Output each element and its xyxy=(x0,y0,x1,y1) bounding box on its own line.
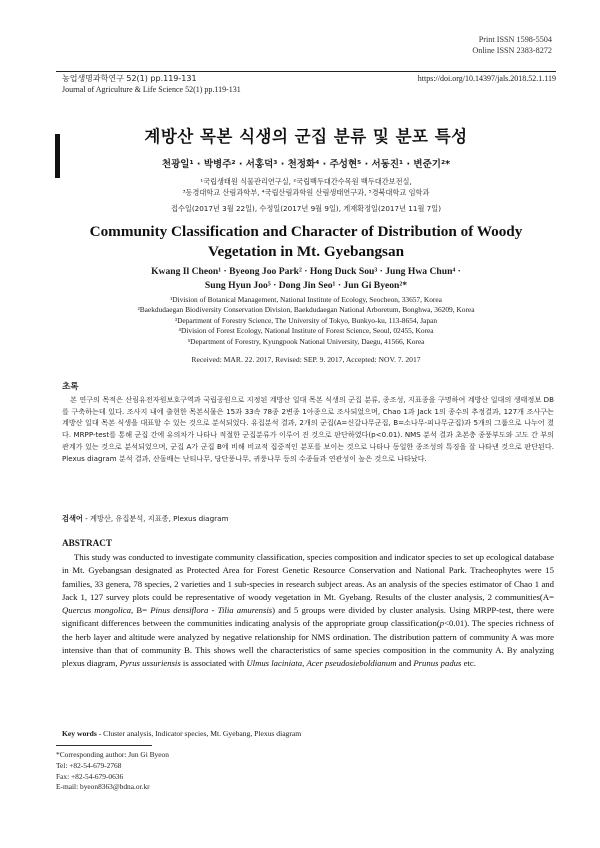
affiliations-en xyxy=(56,295,556,347)
affiliation-line: ¹국립생태원 식물관리연구실, ²국립백두대간수목원 백두대간보전실, xyxy=(200,177,412,186)
footnote xyxy=(56,750,169,793)
affiliation-line: ⁴Division of Forest Ecology, National Institute of Forest Science, Seoul, 02455, Korea xyxy=(178,326,434,336)
abstract-ko: 본 연구의 목적은 산림유전자원보호구역과 국립공원으로 지정된 계방산 일대 목본 식생의 군집 분류, 종조성, 지표종을 구명하여 계방산 일대의 생태정보 DB를 구축하는데 있다. 조사지 내에 출현한 목본식물은 15과 33속 78종 2변종 1아종으로 조사되었으며, Chao 1과 Jack 1의 종수의 추정결과, 127개 조사구는 계방산 일대 목본 식생을 대표할 수 있는 것으로 분석되었다. 유집분석 결과, 2개의 군집(A=신갈나무군집, B=소나무-피나무군집)과 5개의 그룹으로 나누어 졌다. MRPP-test를 통해 군집 간에 유의차가 나타나 적절한 군집분류가 이루어 진 것으로 판단하였다(p<0.01). NMS 분석 결과 초본층 종풍부도와 고도 간 부의 관계가 있는 것으로 분석되었으며, 군집 A가 군집 B에 비해 비교적 집중적인 분포를 보이는 것으로 나타나 동일한 종조성의 특징을 잘 나타낸 것으로 판단된다. Plexus diagram 분석 결과, 산돌배는 난티나무, 당단풍나무, 귀룽나무 등의 수종들과 연관성이 높은 것으로 나타났다. xyxy=(62,395,554,463)
title-en-line: Community Classification and Character of Distribution of Woody xyxy=(89,223,523,240)
abstract-text: , B= xyxy=(130,605,151,616)
abstract-en-heading: ABSTRACT xyxy=(62,538,113,548)
keywords-en xyxy=(62,728,554,739)
affiliation-line: ³동경대학교 산림과학부, ⁴국립산림과학원 산림생태연구과, ⁵경북대학교 임학과 xyxy=(182,188,430,197)
doi-link[interactable]: https://doi.org/10.14397/jals.2018.52.1.119 xyxy=(417,74,556,83)
abstract-text: This study was conducted to investigate community classification, species composition and indicator species to set up ecological database in Mt. Gyebangsan designated as Protected Area for Forest Genetic Resource Conservation and National Park. Tracheophytes were 15 families, 33 genera, 78 species, 2 varieties and 1 sub-species in research subject areas. As an analysis of the species estimator of Chao 1 and Jack 1, 127 survey plots could be representative of woody vegetation in Mt. Gyebang. Results of the cluster analysis, 2 communities(A= xyxy=(62,552,554,602)
issn-block xyxy=(472,34,552,56)
abstract-text: <0.01). The species richness of the herb layer and altitude were analyzed by negative relationship for NMS ordination. The distribution pattern of community A was more intensive than that of community B. This shows well the characteristics of same species composition in the community A. By analyzing plexus diagram, xyxy=(62,618,554,669)
abstract-text: ) and 5 groups were divided by cluster analysis. Using MRPP-test, there were significant differences between the communities indicating analysis of the appropriate group classification( xyxy=(62,605,554,629)
keywords-en-label: Key words xyxy=(62,729,97,738)
abstract-ko-heading: 초록 xyxy=(62,382,79,392)
keywords-ko xyxy=(62,513,554,524)
keywords-en-list: - Cluster analysis, Indicator species, Mt. Gyebang, Plexus diagram xyxy=(96,729,302,738)
header-rule xyxy=(56,71,556,72)
affiliation-line: ¹Division of Botanical Management, National Institute of Ecology, Seocheon, 33657, Korea xyxy=(170,295,442,304)
affiliation-line: ³Department of Forestry Science, The University of Tokyo, Bunkyo-ku, 113-8654, Japan xyxy=(174,315,438,325)
footnote-rule xyxy=(56,745,152,746)
title-en-line: Vegetation in Mt. Gyebangsan xyxy=(207,243,405,260)
p-value-symbol: p xyxy=(439,618,445,629)
abstract-en xyxy=(62,551,554,671)
authors-en-line: Kwang Il Cheon¹ · Byeong Joo Park² · Hong Duck Sou³ · Jung Hwa Chun⁴ · xyxy=(151,266,461,277)
affiliations-ko xyxy=(56,176,556,198)
fax: Fax: +82-54-679-0636 xyxy=(56,771,124,781)
title-ko: 계방산 목본 식생의 군집 분류 및 분포 특성 xyxy=(144,127,468,146)
species-name: Acer pseudosieboldianum xyxy=(306,658,397,669)
affiliation-line: ²Baekdudaegan Biodiversity Conservation Division, Baekdudaegan National Arboretum, Bonghwa, 36209, Korea xyxy=(137,305,475,315)
species-name: Pinus densiflora - Tilia amurensis xyxy=(150,605,273,616)
species-name: Prunus padus xyxy=(413,658,462,669)
email[interactable]: E-mail: byeon8363@bdna.or.kr xyxy=(56,782,150,792)
affiliation-line: ⁵Department of Forestry, Kyungpook National University, Daegu, 41566, Korea xyxy=(187,336,425,346)
abstract-text: , xyxy=(302,658,307,669)
journal-name-ko: 농업생명과학연구 52(1) pp.119-131 xyxy=(62,74,197,83)
telephone: Tel: +82-54-679-2768 xyxy=(56,760,122,770)
received-dates: Received: MAR. 22. 2017, Revised: SEP. 9. 2017, Accepted: NOV. 7. 2017 xyxy=(191,355,421,364)
abstract-text: etc. xyxy=(461,658,476,669)
abstract-text: is associated with xyxy=(180,658,247,669)
dates-ko: 접수일(2017년 3월 22일), 수정일(2017년 9월 9일), 게재확정일(2017년 11월 7일) xyxy=(171,204,441,213)
corresponding-author: *Corresponding author: Jun Gi Byeon xyxy=(56,750,169,759)
authors-en xyxy=(56,265,556,293)
species-name: Quercus mongolica xyxy=(62,605,131,616)
keywords-ko-label: 검색어 xyxy=(62,514,83,523)
authors-ko: 천광일¹ · 박병주² · 서홍덕³ · 천정화⁴ · 주성현⁵ · 서동진¹ · 변준기²* xyxy=(161,159,451,170)
species-name: Pyrus ussuriensis xyxy=(119,658,181,669)
species-name: Ulmus laciniata xyxy=(246,658,303,669)
print-issn: Print ISSN 1598-5504 xyxy=(478,35,552,44)
authors-en-line: Sung Hyun Joo⁵ · Dong Jin Seo¹ · Jun Gi Byeon²* xyxy=(204,280,408,291)
abstract-text: and xyxy=(396,658,414,669)
title-en xyxy=(56,222,556,262)
online-issn: Online ISSN 2383-8272 xyxy=(472,46,552,55)
journal-name-en: Journal of Agriculture & Life Science 52(1) pp.119-131 xyxy=(62,85,241,94)
keywords-ko-list: - 계방산, 유집분석, 지표종, Plexus diagram xyxy=(82,514,229,523)
